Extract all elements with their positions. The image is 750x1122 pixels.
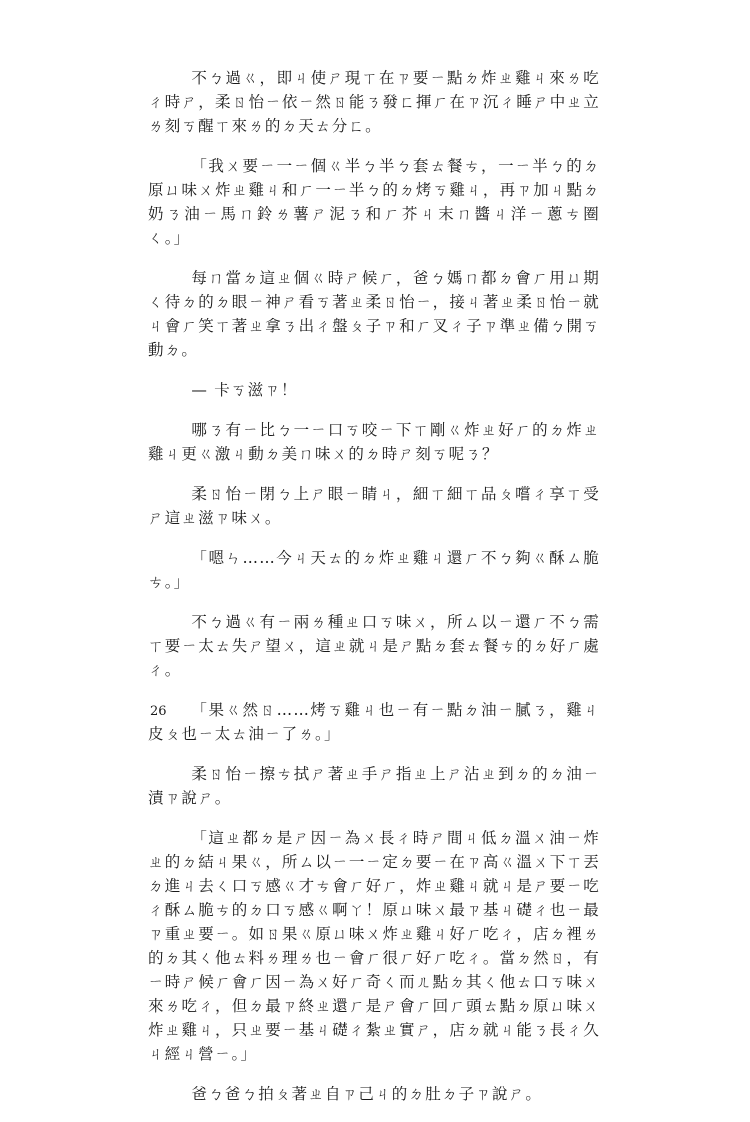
paragraph-10: 柔ㄖ怡ㄧ擦ㄘ拭ㄕ著ㄓ手ㄕ指ㄓ上ㄕ沾ㄓ到ㄉ的ㄉ油ㄧ漬ㄗ說ㄕ。 <box>148 765 600 807</box>
paragraph-11: 「這ㄓ都ㄉ是ㄕ因ㄧ為ㄨ長ㄔ時ㄕ間ㄐ低ㄉ溫ㄨ油ㄧ炸ㄓ的ㄉ結ㄐ果ㄍ，所ㄙ以ㄧ一ㄧ定ㄉ要ㄧ在ㄗ高ㄍ溫ㄨ下ㄒ丟ㄉ進ㄐ去ㄑ口ㄎ感ㄍ才ㄘ會ㄏ好ㄏ，炸ㄓ雞ㄐ就ㄐ是ㄕ要ㄧ吃ㄔ酥ㄙ脆ㄘ的ㄉ口ㄎ感ㄍ啊ㄚ！原ㄩ味ㄨ最ㄗ基ㄐ礎ㄔ也ㄧ最ㄗ重ㄓ要ㄧ。如ㄖ果ㄍ原ㄩ味ㄨ炸ㄓ雞ㄐ好ㄏ吃ㄔ，店ㄉ裡ㄌ的ㄉ其ㄑ他ㄊ料ㄌ理ㄌ也ㄧ會ㄏ很ㄏ好ㄏ吃ㄔ。當ㄉ然ㄖ，有ㄧ時ㄕ候ㄏ會ㄏ因ㄧ為ㄨ好ㄏ奇ㄑ而ㄦ點ㄉ其ㄑ他ㄊ口ㄎ味ㄨ來ㄌ吃ㄔ，但ㄉ最ㄗ終ㄓ還ㄏ是ㄕ會ㄏ回ㄏ頭ㄊ點ㄉ原ㄩ味ㄨ炸ㄓ雞ㄐ，只ㄓ要ㄧ基ㄐ礎ㄔ紮ㄓ實ㄕ，店ㄉ就ㄐ能ㄋ長ㄔ久ㄐ經ㄐ營ㄧ。」 <box>148 829 600 1063</box>
page-number: 26 <box>150 704 167 719</box>
paragraph-7: 「嗯ㄣ……今ㄐ天ㄊ的ㄉ炸ㄓ雞ㄐ還ㄏ不ㄅ夠ㄍ酥ㄙ脆ㄘ。」 <box>148 549 600 591</box>
paragraph-5: 哪ㄋ有ㄧ比ㄅ一ㄧ口ㄎ咬ㄧ下ㄒ剛ㄍ炸ㄓ好ㄏ的ㄉ炸ㄓ雞ㄐ更ㄍ激ㄐ動ㄉ美ㄇ味ㄨ的ㄉ時ㄕ刻ㄎ呢ㄋ？ <box>148 421 600 463</box>
paragraph-1: 不ㄅ過ㄍ，即ㄐ使ㄕ現ㄒ在ㄗ要ㄧ點ㄉ炸ㄓ雞ㄐ來ㄌ吃ㄔ時ㄕ，柔ㄖ怡ㄧ依ㄧ然ㄖ能ㄋ發ㄈ揮ㄏ在ㄗ沉ㄔ睡ㄕ中ㄓ立ㄌ刻ㄎ醒ㄒ來ㄌ的ㄉ天ㄊ分ㄈ。 <box>148 69 600 135</box>
paragraph-6: 柔ㄖ怡ㄧ閉ㄅ上ㄕ眼ㄧ睛ㄐ，細ㄒ細ㄒ品ㄆ嚐ㄔ享ㄒ受ㄕ這ㄓ滋ㄗ味ㄨ。 <box>148 485 600 527</box>
paragraph-12: 爸ㄅ爸ㄅ拍ㄆ著ㄓ自ㄗ己ㄐ的ㄉ肚ㄉ子ㄗ說ㄕ。 <box>191 1085 543 1103</box>
paragraph-9: 「果ㄍ然ㄖ……烤ㄎ雞ㄐ也ㄧ有ㄧ點ㄉ油ㄧ膩ㄋ，雞ㄐ皮ㄆ也ㄧ太ㄊ油ㄧ了ㄌ。」 <box>148 701 600 743</box>
paragraph-3: 每ㄇ當ㄉ這ㄓ個ㄍ時ㄕ候ㄏ，爸ㄅ媽ㄇ都ㄉ會ㄏ用ㄩ期ㄑ待ㄉ的ㄉ眼ㄧ神ㄕ看ㄎ著ㄓ柔ㄖ怡ㄧ，接ㄐ著ㄓ柔ㄖ怡ㄧ就ㄐ會ㄏ笑ㄒ著ㄓ拿ㄋ出ㄔ盤ㄆ子ㄗ和ㄏ叉ㄔ子ㄗ準ㄓ備ㄅ開ㄎ動ㄉ。 <box>148 269 600 359</box>
page-body <box>148 66 600 1122</box>
paragraph-2: 「我ㄨ要ㄧ一ㄧ個ㄍ半ㄅ半ㄅ套ㄊ餐ㄘ，一ㄧ半ㄅ的ㄉ原ㄩ味ㄨ炸ㄓ雞ㄐ和ㄏ一ㄧ半ㄅ的ㄉ烤ㄎ雞ㄐ，再ㄗ加ㄐ點ㄉ奶ㄋ油ㄧ馬ㄇ鈴ㄌ薯ㄕ泥ㄋ和ㄏ芥ㄐ末ㄇ醬ㄐ洋ㄧ蔥ㄘ圈ㄑ。」 <box>148 157 600 247</box>
paragraph-8: 不ㄅ過ㄍ有ㄧ兩ㄌ種ㄓ口ㄎ味ㄨ，所ㄙ以ㄧ還ㄏ不ㄅ需ㄒ要ㄧ太ㄊ失ㄕ望ㄨ，這ㄓ就ㄐ是ㄕ點ㄉ套ㄊ餐ㄘ的ㄉ好ㄏ處ㄔ。 <box>148 613 600 679</box>
paragraph-4: — 卡ㄎ滋ㄗ！ <box>191 381 298 399</box>
